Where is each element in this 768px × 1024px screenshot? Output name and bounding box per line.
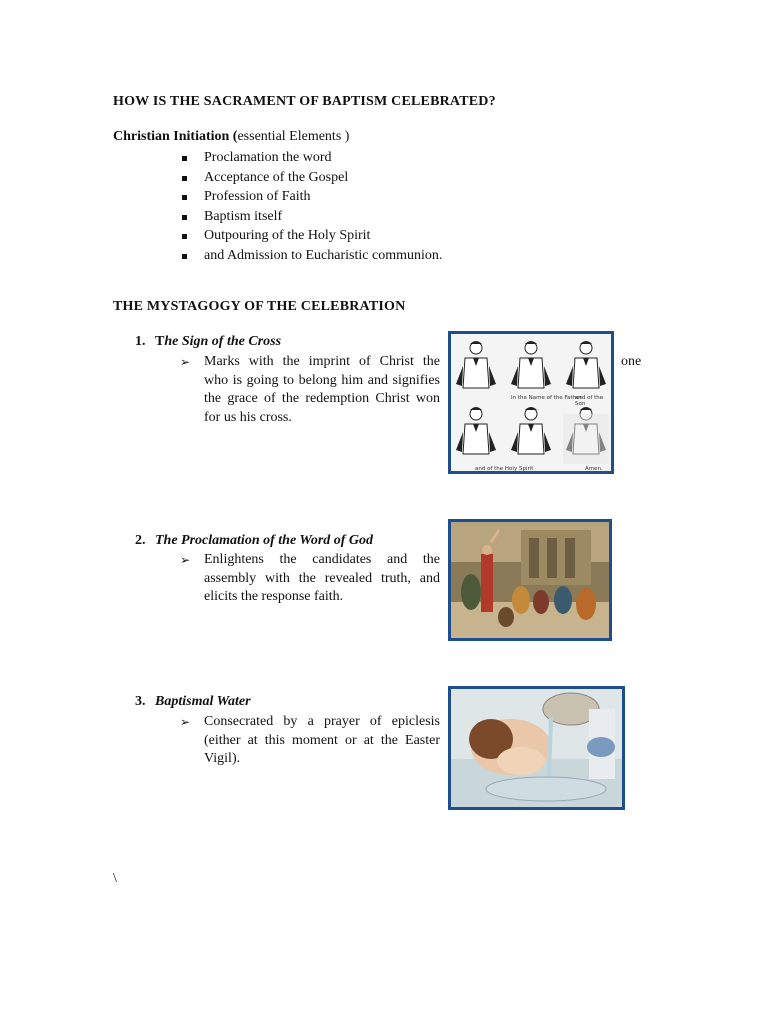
- initiation-label: [113, 129, 349, 145]
- initiation-label-rest: essential Elements ): [237, 129, 350, 144]
- list-item: Proclamation the word: [180, 148, 442, 168]
- initiation-list: [180, 148, 442, 265]
- list-item: Outpouring of the Holy Spirit: [180, 226, 442, 246]
- section-1-heading: [135, 334, 281, 350]
- section-2-heading: [135, 533, 373, 549]
- caption: and of the Son: [575, 395, 604, 407]
- list-item: and Admission to Eucharistic communion.: [180, 246, 442, 266]
- arrow-bullet-icon: ➢: [180, 553, 191, 567]
- section-title: Baptismal Water: [155, 694, 251, 709]
- list-item: Profession of Faith: [180, 187, 442, 207]
- section-number: 3.: [135, 694, 146, 709]
- section-number: 1.: [135, 334, 146, 349]
- section-title: The Proclamation of the Word of God: [155, 533, 374, 548]
- arrow-bullet-icon: ➢: [180, 715, 191, 729]
- baptismal-water-image: [448, 686, 625, 810]
- caption: In the Name of the Father: [511, 395, 582, 401]
- section-3-heading: [135, 694, 251, 710]
- initiation-label-bold: Christian Initiation (: [113, 129, 238, 144]
- arrow-bullet-icon: ➢: [180, 355, 191, 369]
- section-3-text: ➢ Consecrated by a prayer of epiclesis (either at this moment or at the Easter Vigil).: [180, 714, 440, 766]
- page-title: HOW IS THE SACRAMENT OF BAPTISM CELEBRATED?: [113, 94, 496, 109]
- mystagogy-heading: THE MYSTAGOGY OF THE CELEBRATION: [113, 299, 406, 314]
- caption: and of the Holy Spirit: [475, 466, 534, 472]
- proclamation-painting-image: [448, 519, 612, 641]
- section-2-text: ➢ Enlightens the candidates and the assembly with the revealed truth, and elicits the response faith.: [180, 552, 440, 604]
- sign-of-cross-image: [448, 331, 614, 474]
- footer-mark: \: [113, 871, 117, 886]
- section-number: 2.: [135, 533, 146, 548]
- list-item: Baptism itself: [180, 207, 442, 227]
- section-1-overflow-word: one: [621, 354, 642, 369]
- caption: Amen.: [585, 466, 603, 472]
- proclamation-painting: [451, 522, 609, 638]
- baptismal-water-photo: [451, 689, 622, 807]
- list-item: Acceptance of the Gospel: [180, 168, 442, 188]
- section-1-text: ➢ Marks with the imprint of Christ the who is going to belong him and signifies the grace of the redemption Christ won for us his cross.: [180, 354, 440, 425]
- section-title: The Sign of the Cross: [155, 334, 282, 349]
